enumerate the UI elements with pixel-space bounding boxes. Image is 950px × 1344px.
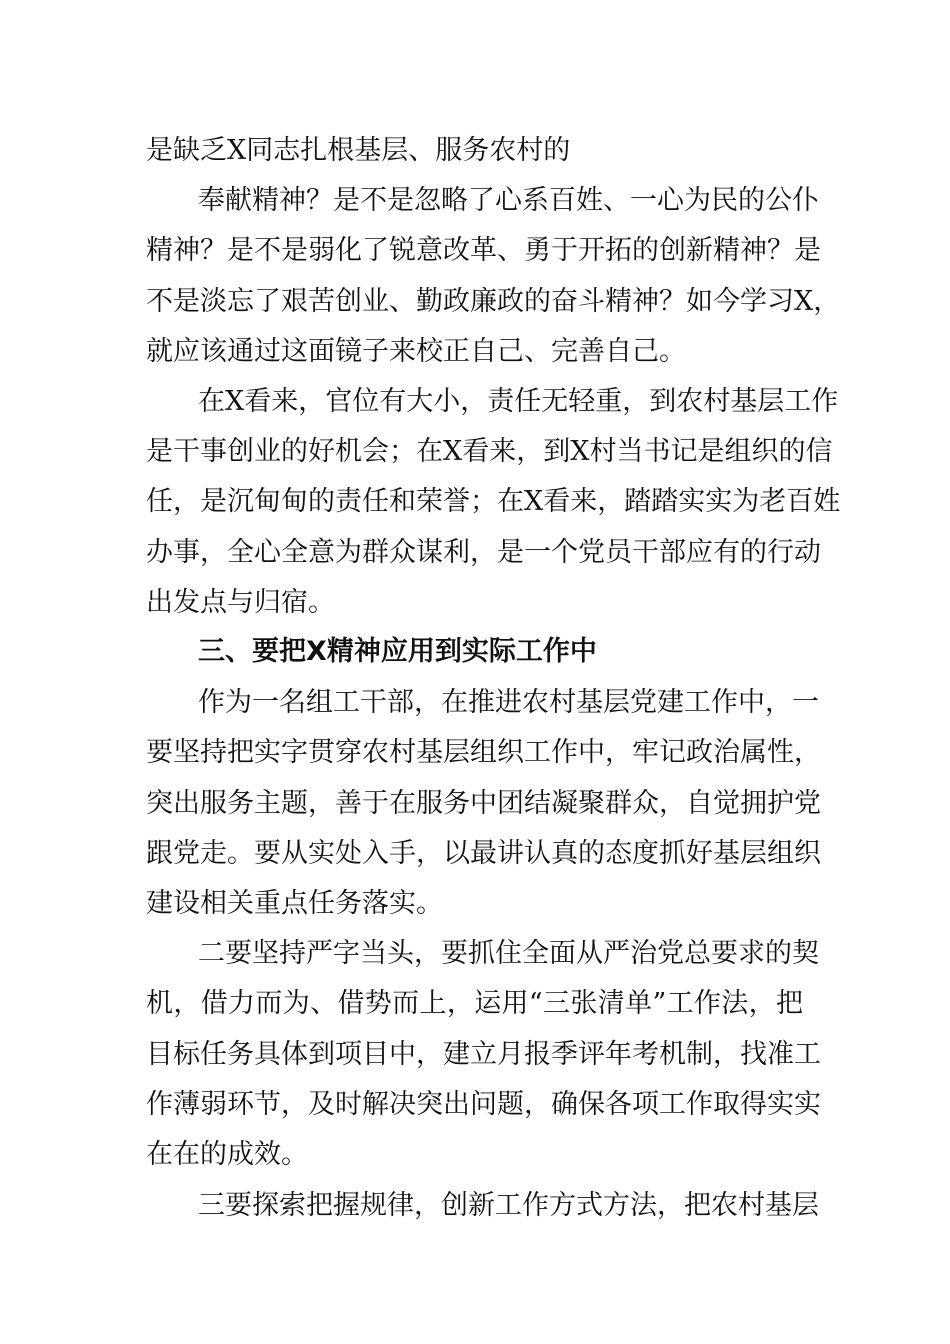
text-line: 是干事创业的好机会；在X看来，到X村当书记是组织的信 — [146, 436, 833, 467]
text-line: 奉献精神？是不是忽略了心系百姓、一心为民的公仆 — [198, 185, 819, 216]
text-line: 就应该通过这面镜子来校正自己、完善自己。 — [146, 336, 686, 367]
text-line: 机，借力而为、借势而上，运用“三张清单”工作法，把 — [146, 988, 803, 1019]
text-line: 突出服务主题，善于在服务中团结凝聚群众，自觉拥护党 — [146, 788, 821, 819]
text-line: 出发点与归宿。 — [146, 587, 335, 618]
text-line: 要坚持把实字贯穿农村基层组织工作中，牢记政治属性， — [146, 737, 821, 768]
text-line: 是缺乏X同志扎根基层、服务农村的 — [146, 135, 571, 166]
text-line: 建设相关重点任务落实。 — [146, 888, 443, 919]
text-line: 不是淡忘了艰苦创业、勤政廉政的奋斗精神？如今学习X， — [146, 286, 841, 317]
section-heading: 三、要把X精神应用到实际工作中 — [198, 636, 597, 667]
text-line: 作为一名组工干部，在推进农村基层党建工作中，一 — [198, 687, 819, 718]
text-line: 二要坚持严字当头，要抓住全面从严治党总要求的契 — [198, 938, 819, 969]
text-line: 精神？是不是弱化了锐意改革、勇于开拓的创新精神？是 — [146, 235, 821, 266]
text-line: 在X看来，官位有大小，责任无轻重，到农村基层工作 — [198, 386, 839, 417]
text-line: 在在的成效。 — [146, 1139, 308, 1170]
text-line: 跟党走。要从实处入手，以最讲认真的态度抓好基层组织 — [146, 838, 821, 869]
text-line: 三要探索把握规律，创新工作方式方法，把农村基层 — [198, 1190, 819, 1221]
text-line: 任，是沉甸甸的责任和荣誉；在X看来，踏踏实实为老百姓 — [146, 486, 841, 517]
text-line: 办事，全心全意为群众谋利，是一个党员干部应有的行动 — [146, 537, 821, 568]
text-line: 作薄弱环节，及时解决突出问题，确保各项工作取得实实 — [146, 1089, 821, 1120]
text-line: 目标任务具体到项目中，建立月报季评年考机制，找准工 — [146, 1039, 821, 1070]
